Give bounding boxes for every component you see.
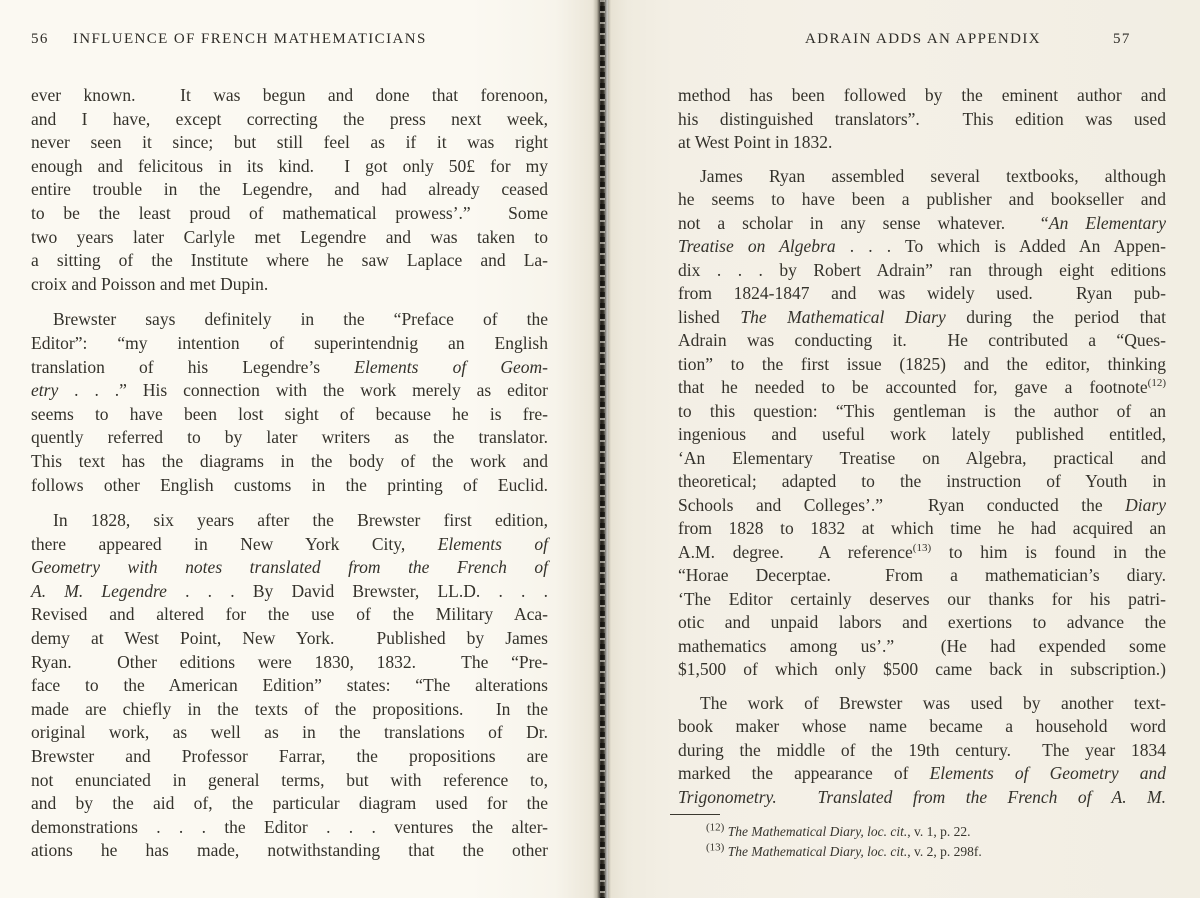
text-run: during the middle of the 19th century. The year 1834 [678,739,1166,760]
text-line [31,580,548,604]
text-run: never seen it since; but still feel as if it was right [31,132,548,153]
text-line [31,556,548,580]
text-run: Schools and Colleges’.” Ryan conducted the [678,494,1126,515]
text-line [678,517,1166,541]
text-line [678,611,1166,635]
text-run: The work of Brewster was used by another text- [700,692,1166,713]
text-line [678,470,1166,494]
text-line [31,332,548,356]
text-line [678,329,1166,353]
text-line [678,786,1166,810]
paragraph [678,692,1166,810]
text-line [678,692,1166,716]
text-line [31,249,548,273]
text-run: Brewster and Professor Farrar, the propositions are [31,746,548,767]
text-line [678,635,1166,659]
text-run: In 1828, six years after the Brewster first edition, [53,510,548,531]
text-run: not a scholar in any sense whatever. [678,212,1040,233]
text-line [31,769,548,793]
text-run: ‘The Editor certainly deserves our thanks for his patri- [678,588,1166,609]
text-line [678,84,1166,108]
paragraph [31,509,548,863]
text-run: ‘An Elementary Treatise on Algebra, practical and [678,447,1166,468]
footnote-marker: (13) [912,541,932,554]
text-run: book maker whose name became a household word [678,716,1166,736]
text-run: . . .” His connection with the work merely as editor [58,380,548,401]
left-page-number: 56 [31,31,49,47]
text-line [678,353,1166,377]
text-line [678,376,1166,400]
text-run: his distinguished translators”. This edition was used [678,108,1166,129]
footnote [678,822,1166,842]
text-line [31,178,548,202]
text-line [678,447,1166,471]
text-run: croix and Poisson and met Dupin. [31,273,269,294]
right-page-number: 57 [1113,31,1131,47]
footnote-marker: (12) [1147,377,1166,390]
text-line [31,273,548,297]
text-run: at West Point in 1832. [678,132,833,152]
text-run: to him is found in the [931,541,1167,562]
text-line [31,721,548,745]
book-binding-gutter [593,0,611,898]
text-run: Brewster says definitely in the “Preface of the [53,309,548,330]
paragraph [678,165,1166,682]
text-run: method has been followed by the eminent author and [678,85,1166,105]
text-line [31,698,548,722]
text-line [31,403,548,427]
text-run: Diary [1125,494,1166,515]
text-run: seems to have been lost sight of because he is fre- [31,403,548,424]
text-run: , v. 1, p. 22. [907,824,971,839]
text-run: original work, as well as in the translations of Dr. [31,722,548,743]
text-line [31,603,548,627]
text-run: entire trouble in the Legendre, and had already ceased [31,179,548,200]
text-line [31,533,548,557]
text-line [31,426,548,450]
footnotes-section [678,814,1166,862]
text-run: theoretical; adapted to the instruction of Youth in [678,471,1166,491]
text-run: “An Elementary [1039,212,1166,233]
text-line [678,108,1166,132]
text-line [31,792,548,816]
text-run: enough and felicitous in its kind. I got only 50£ for my [31,155,548,176]
right-page-body [678,84,1166,819]
text-run: during the period that [945,306,1166,327]
text-line [31,509,548,533]
footnote-marker: (12) [706,821,725,834]
text-line [31,839,548,863]
text-line [31,308,548,332]
text-run: and by the aid of, the particular diagram used for the [31,793,548,814]
left-running-title: INFLUENCE OF FRENCH MATHEMATICIANS [72,31,427,47]
text-line [31,155,548,179]
text-run: $1,500 of which only $500 came back in subscription.) [678,659,1166,679]
text-line [31,651,548,675]
text-run: Elements of [437,533,548,554]
text-line [678,588,1166,612]
text-line [31,108,548,132]
text-run: follows other English customs in the printing of Euclid. [31,474,548,495]
text-run: from 1828 to 1832 at which time he had acquired an [678,518,1166,538]
text-line [31,627,548,651]
text-line [31,131,548,155]
text-line [31,816,548,840]
text-run: This text has the diagrams in the body of the work and [31,450,548,471]
text-run: tion” to the first issue (1825) and the editor, thinking [678,353,1166,374]
text-run: James Ryan assembled several textbooks, although [700,165,1166,186]
text-run: Editor”: “my intention of superintendnig an English [31,332,548,353]
text-line [678,541,1166,565]
text-line [31,226,548,250]
text-line [678,762,1166,786]
paragraph [31,84,548,296]
text-line [678,494,1166,518]
text-run: Elements of Geometry and [929,763,1166,783]
text-run: . . . By David Brewster, LL.D. . . . [166,580,548,601]
text-run: Ryan. Other editions were 1830, 1832. The “Pre- [31,651,548,672]
text-line [31,450,548,474]
text-run: translation of his Legendre’s [31,356,355,377]
text-run: and I have, except correcting the press next week, [31,108,548,129]
text-run: a sitting of the Institute where he saw Laplace and La- [31,250,548,271]
text-run: The Mathematical Diary [740,306,946,327]
text-line [678,259,1166,283]
text-run: A. M. Legendre [31,580,167,601]
text-run: from 1824-1847 and was widely used. Ryan pub- [678,283,1166,303]
text-run: to be the least proud of mathematical prowess’.” Some [31,202,548,223]
footnote [678,842,1166,862]
text-line [678,658,1166,682]
text-line [678,188,1166,212]
text-run: lished [678,306,741,327]
left-running-head [31,31,427,48]
text-run: mathematics among us’.” (He had expended some [678,635,1166,656]
text-line [678,235,1166,259]
text-line [678,423,1166,447]
text-line [678,400,1166,424]
text-run: etry [31,380,59,401]
text-line [678,306,1166,330]
text-line [31,674,548,698]
text-run: ations he has made, notwithstanding that the other [31,840,548,861]
text-run: there appeared in New York City, [31,533,438,554]
text-line [678,165,1166,189]
footnote-marker: (13) [706,841,725,854]
right-page [608,0,1200,898]
text-run: marked the appearance of [678,763,930,783]
text-line [678,739,1166,763]
text-run: to this question: “This gentleman is the author of an [678,400,1166,421]
text-run: , v. 2, p. 298f. [907,844,982,859]
text-line [678,212,1166,236]
text-run: ever known. It was begun and done that forenoon, [31,85,548,105]
text-line [31,84,548,108]
paragraph [678,84,1166,155]
text-line [678,715,1166,739]
footnote-rule [670,814,720,815]
text-run: Adrain was conducting it. He contributed a “Ques- [678,330,1166,350]
left-page-body [31,84,548,863]
binding-stitch-texture [600,0,605,898]
text-run: The Mathematical Diary, loc. cit. [727,844,908,859]
right-running-title: ADRAIN ADDS AN APPENDIX [805,31,1041,47]
text-run: Revised and altered for the use of the Military Aca- [31,604,548,625]
text-run: that he needed to be accounted for, gave a footnote [678,377,1148,397]
text-line [31,474,548,498]
text-line [31,745,548,769]
text-run: Trigonometry. Translated from the French of A. M. [678,786,1166,807]
text-run: demy at West Point, New York. Published by James [31,628,548,649]
text-run: ingenious and useful work lately published entitled, [678,424,1166,444]
text-run: two years later Carlyle met Legendre and was taken to [31,226,548,247]
text-run: . . . To which is Added An Appen- [835,236,1166,256]
paragraph [31,308,548,497]
text-run: he seems to have been a publisher and bookseller and [678,189,1166,209]
text-run: otic and unpaid labors and exertions to advance the [678,612,1166,632]
text-line [678,131,1166,155]
text-run: demonstrations . . . the Editor . . . ventures the alter- [31,816,548,837]
text-run: Geometry with notes translated from the French of [31,557,548,578]
text-line [678,282,1166,306]
text-line [678,564,1166,588]
text-run: not enunciated in general terms, but with reference to, [31,769,548,790]
text-run: made are chiefly in the texts of the propositions. In the [31,698,548,719]
text-run: Treatise on Algebra [678,236,836,256]
text-line [31,379,548,403]
text-run: Elements of Geom- [354,356,548,377]
text-line [31,356,548,380]
text-run: “Horae Decerptae. From a mathematician’s diary. [678,565,1166,585]
text-run: face to the American Edition” states: “The alterations [31,675,548,696]
text-line [31,202,548,226]
text-run: A.M. degree. A reference [678,541,913,562]
text-run: dix . . . by Robert Adrain” ran through eight editions [678,259,1166,280]
text-run: quently referred to by later writers as the translator. [31,427,548,448]
footnotes-list [678,822,1166,862]
text-run: The Mathematical Diary, loc. cit. [727,824,908,839]
